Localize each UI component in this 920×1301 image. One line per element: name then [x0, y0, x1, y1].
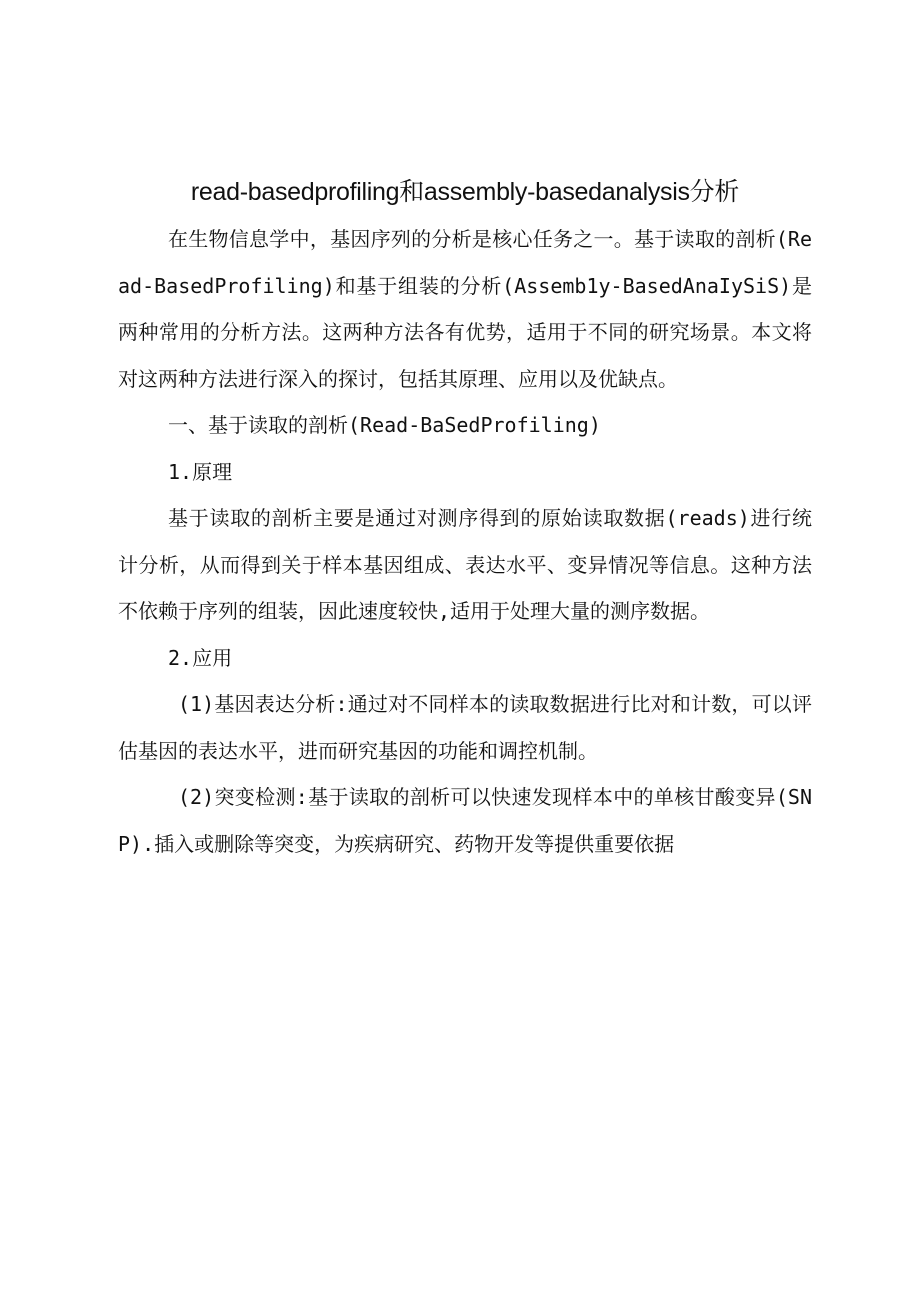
principle-paragraph: 基于读取的剖析主要是通过对测序得到的原始读取数据(reads)进行统计分析，从而得到关于样本基因组成、表达水平、变异情况等信息。这种方法不依赖于序列的组装，因此速度较快,适用于处理大量的测序数据。: [118, 506, 812, 623]
application-item-expression: (1)基因表达分析:通过对不同样本的读取数据进行比对和计数，可以评估基因的表达水平，进而研究基因的功能和调控机制。: [118, 692, 812, 763]
document-body: [118, 168, 812, 867]
application-item-mutation: (2)突变检测:基于读取的剖析可以快速发现样本中的单核甘酸变异(SNP).插入或删除等突变，为疾病研究、药物开发等提供重要依据: [118, 785, 812, 856]
intro-paragraph: 在生物信息学中，基因序列的分析是核心任务之一。基于读取的剖析(Read-BasedProfiling)和基于组装的分析(Assemb1y-BasedAnaIySiS)是两种常用的分析方法。这两种方法各有优势，适用于不同的研究场景。本文将对这两种方法进行深入的探讨，包括其原理、应用以及优缺点。: [118, 227, 812, 391]
subheading-principle: 1.原理: [168, 459, 233, 484]
subheading-application: 2.应用: [168, 645, 233, 670]
document-title: read-basedprofiling和assembly-basedanalysis分析: [190, 178, 740, 206]
section-heading-read-based: 一、基于读取的剖析(Read-BaSedProfiling): [168, 413, 601, 437]
